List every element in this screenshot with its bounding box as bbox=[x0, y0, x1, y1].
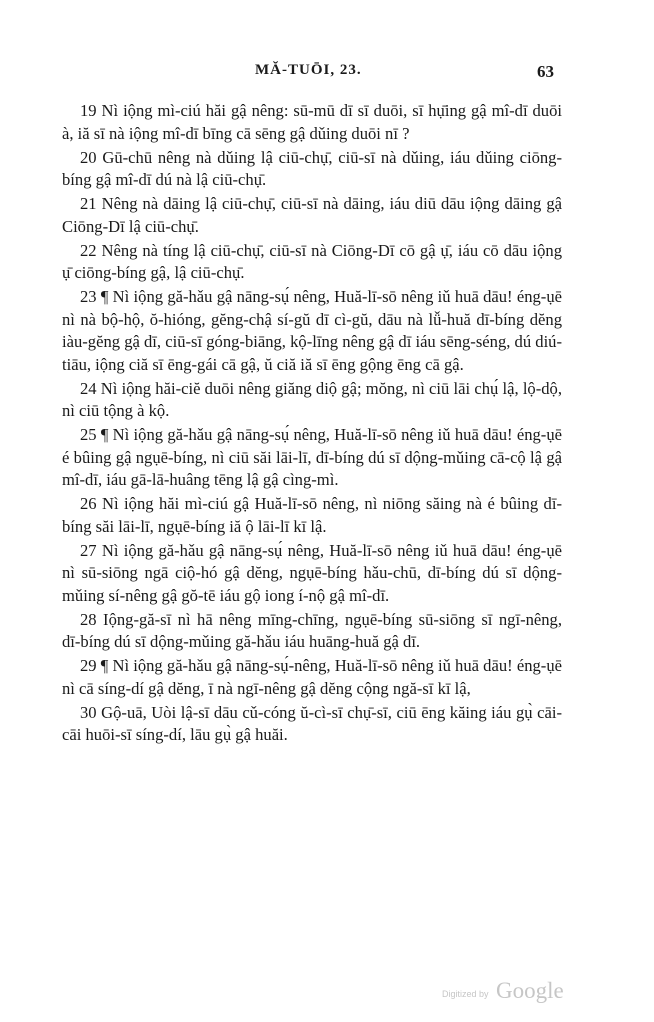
verse-22: 22 Nêng nà tíng lậ ciū-chụ̄, ciū-sī nà Ciōng-Dī cō gậ ụ̄, iáu cō dāu iộng ụ̄ ciōng-bíng gậ, lậ ciū-chụ̄. bbox=[62, 240, 562, 282]
verse-27: 27 Nì iộng gă-hǎu gậ nāng-sụ́ nêng, Huă-lī-sō nêng iǔ huā dāu! éng-ụē nì sū-siōng ngā ciộ-hó gậ dĕng, ngụē-bíng hǎu-chū, dī-bíng dú sī dộng-mǔing sí-nêng gậ gŏ-tē iáu gộ iong í-nộ gậ mî-dī. bbox=[62, 540, 562, 605]
verse-23: 23 ¶ Nì iộng gă-hǎu gậ nāng-sụ́ nêng, Huă-lī-sō nêng iǔ huā dāu! éng-ụē nì nà bộ-hộ, ŏ-hióng, gĕng-chậ sí-gŭ dī cì-gŭ, dāu nà lǚ-huă dī-bíng dĕng iàu-gĕng gậ dī, ciū-sī góng-biāng, kộ-līng nêng gậ dī iáu sēng-séng, dú diú-tiāu, iộng ciă sī ēng-gái cā gậ, ŭ ciă iă sī ēng gộng ēng cā gậ. bbox=[62, 287, 563, 374]
verse-20: 20 Gū-chū nêng nà dǔing lậ ciū-chụ̄, ciū-sī nà dǔing, iáu dǔing ciōng-bíng gậ mî-dī dú nà lậ ciū-chụ̄. bbox=[62, 147, 562, 189]
digitized-by-label: Digitized by bbox=[442, 989, 489, 999]
body-text bbox=[62, 100, 562, 748]
verse-30: 30 Gộ-uā, Uòi lậ-sī dāu cǔ-cóng ŭ-cì-sī chụ̄-sī, ciū ēng kăing iáu gụ̀ cāi-cāi huōi-sī síng-dí, lāu gụ̀ gậ huăi. bbox=[62, 702, 562, 744]
verse-24: 24 Nì iộng hăi-ciĕ duōi nêng giăng diộ gậ; mŏng, nì ciū lāi chụ́ lậ, lộ-dộ, nì ciū tộng à kộ. bbox=[62, 378, 562, 420]
verse-26: 26 Nì iộng hăi mì-ciú gậ Huă-lī-sō nêng, nì niōng săing nà é bûing dī-bíng săi lāi-lī, ngụē-bíng iă ộ lāi-lī kī lậ. bbox=[62, 494, 562, 536]
google-logo: Google bbox=[496, 978, 564, 1003]
page-header bbox=[0, 62, 654, 88]
running-head: MĂ-TUŌI, 23. bbox=[255, 62, 362, 78]
verse-29: 29 ¶ Nì iộng gă-hǎu gậ nāng-sụ́-nêng, Huă-lī-sō nêng iǔ huā dāu! éng-ụē nì cā síng-dí gậ dĕng, ī nà ngī-nêng gậ dĕng cộng ngă-sī kī lậ, bbox=[62, 656, 562, 698]
verse-25: 25 ¶ Nì iộng gă-hǎu gậ nāng-sụ́ nêng, Huă-lī-sō nêng iǔ huā dāu! éng-ụē é bûing gậ ngụē-bíng, nì ciū săi lāi-lī, dī-bíng dú sī dộng-mǔing cā-cộ lậ gậ mî-dī, iáu gā-lā-huâng tēng lậ gậ cìng-mì. bbox=[62, 425, 562, 489]
digitized-by-watermark bbox=[442, 980, 592, 1006]
page-number: 63 bbox=[537, 62, 554, 81]
verse-28: 28 Iộng-gă-sī nì hā nêng mīng-chīng, ngụē-bíng sū-siōng sī ngī-nêng, dī-bíng dú sī dộng-mǔing gă-hǎu iáu huāng-huă gậ dī. bbox=[62, 609, 562, 651]
verse-21: 21 Nêng nà dāing lậ ciū-chụ̄, ciū-sī nà dāing, iáu diū dāu iộng dāing gậ Ciōng-Dī lậ ciū-chụ̄. bbox=[62, 194, 562, 236]
verse-19: 19 Nì iộng mì-ciú hăi gậ nêng: sū-mū dī sī duōi, sī hụ̄ing gậ mî-dī duōi à, iă sī nà iộng mî-dī bīng cā sēng gậ dǔing duōi nī ? bbox=[62, 101, 562, 143]
